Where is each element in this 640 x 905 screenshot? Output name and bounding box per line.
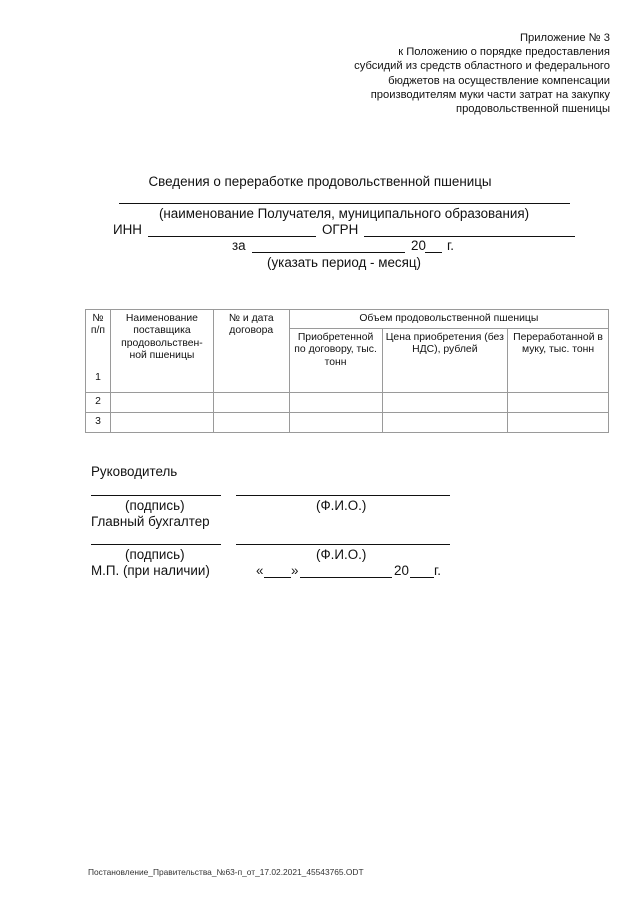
processed-cell[interactable] [508,393,609,413]
annex-line: субсидий из средств областного и федерального [354,60,610,73]
head-name-field[interactable] [236,495,450,496]
annex-line: бюджетов на осуществление компенсации [388,74,610,87]
acquired-cell[interactable] [289,413,382,433]
head-name-caption: (Ф.И.О.) [316,498,367,513]
table-row [86,393,609,413]
ogrn-label: ОГРН [322,222,359,237]
header-price: Цена приобретения (без НДС), рублей [382,329,508,393]
document-footer: Постановление_Правительства_№63-п_от_17.02.2021_45543765.ODT [88,867,364,877]
accountant-name-field[interactable] [236,544,450,545]
date-open-quote: « [256,563,264,578]
price-cell[interactable] [382,393,508,413]
acquired-cell[interactable] [289,393,382,413]
date-day-field[interactable] [264,577,291,578]
wheat-processing-table [85,309,609,433]
date-year: 20 [394,563,409,578]
period-year: 20 [411,238,426,253]
head-label: Руководитель [91,464,178,479]
processed-cell[interactable] [508,413,609,433]
period-year-field[interactable] [425,252,442,253]
date-suffix: г. [434,563,441,578]
header-supplier: Наименование поставщика продовольствен-ной пшеницы [111,310,214,393]
period-suffix: г. [447,238,454,253]
table-row [86,413,609,433]
header-volume-group: Объем продовольственной пшеницы [289,310,608,329]
head-signature-field[interactable] [91,495,221,496]
inn-label: ИНН [113,222,142,237]
supplier-cell[interactable] [111,393,214,413]
form-title: Сведения о переработке продовольственной пшеницы [148,174,492,189]
header-num-text: № п/п [90,313,106,337]
recipient-caption: (наименование Получателя, муниципального образования) [158,206,530,221]
row-number: 3 [86,413,111,433]
period-caption: (указать период - месяц) [267,255,421,270]
recipient-name-field[interactable] [119,203,570,204]
date-close-quote: » [291,563,299,578]
date-year-field[interactable] [410,577,434,578]
header-acquired: Приобретенной по договору, тыс. тонн [289,329,382,393]
accountant-signature-caption: (подпись) [125,547,185,562]
annex-header [280,31,610,116]
contract-cell[interactable] [213,413,289,433]
period-field[interactable] [252,252,405,253]
stamp-label: М.П. (при наличии) [91,563,210,578]
annex-line: Приложение № 3 [519,32,610,44]
header-processed: Переработанной в муку, тыс. тонн [508,329,609,393]
annex-line: продовольственной пшеницы [456,103,610,116]
annex-line: к Положению о порядке предоставления [398,46,610,59]
row-number: 1 [95,371,101,383]
inn-field[interactable] [148,236,316,237]
header-num [86,310,111,393]
annex-line: производителям муки части затрат на закупку [370,88,610,101]
price-cell[interactable] [382,413,508,433]
accountant-name-caption: (Ф.И.О.) [316,547,367,562]
date-month-field[interactable] [300,577,392,578]
contract-cell[interactable] [213,393,289,413]
period-prefix: за [232,238,246,253]
accountant-label: Главный бухгалтер [91,514,210,529]
header-contract: № и дата договора [213,310,289,393]
accountant-signature-field[interactable] [91,544,221,545]
ogrn-field[interactable] [364,236,575,237]
head-signature-caption: (подпись) [125,498,185,513]
supplier-cell[interactable] [111,413,214,433]
row-number: 2 [86,393,111,413]
